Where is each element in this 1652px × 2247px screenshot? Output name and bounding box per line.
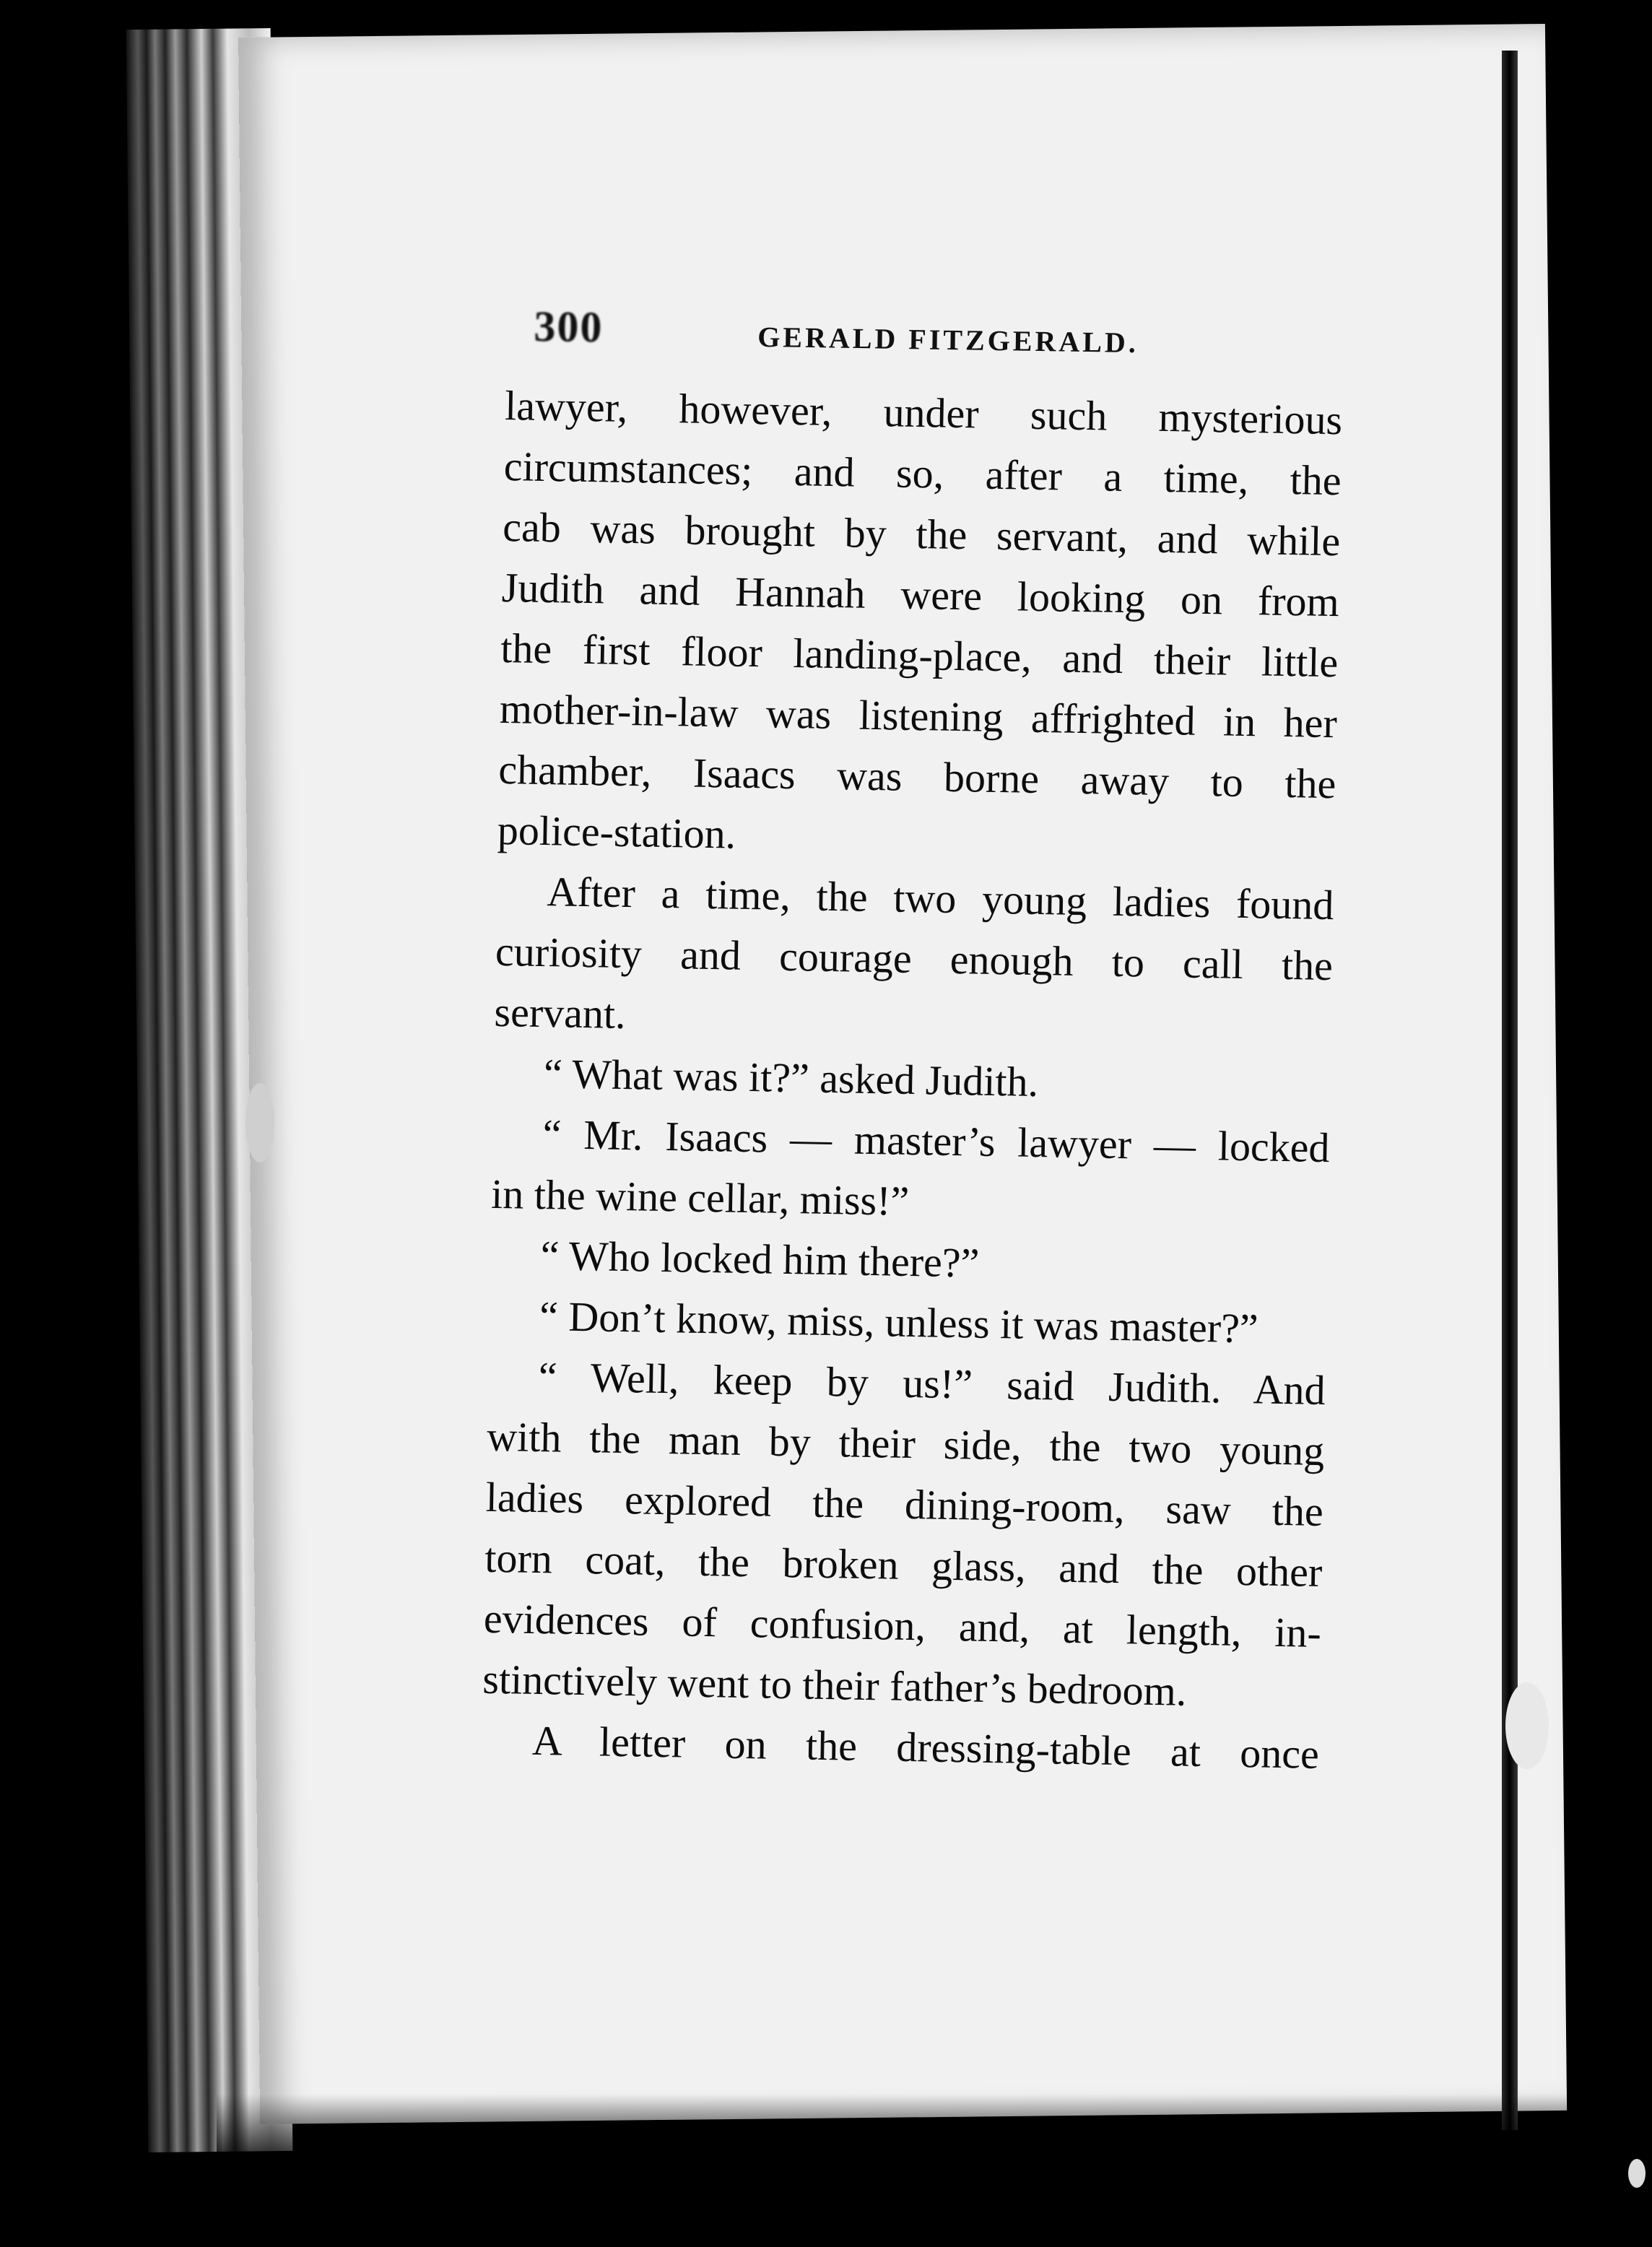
text-line: ladies explored the dining-room, saw the (485, 1473, 1324, 1536)
text-line: the first floor landing-place, and their little (500, 624, 1339, 687)
running-head: GERALD FITZGERALD. (757, 320, 1139, 360)
text-line: circumstances; and so, after a time, the (503, 442, 1342, 505)
scan-speck (1628, 2159, 1646, 2188)
text-line: “ Mr. Isaacs — master’s lawyer — locked (542, 1111, 1331, 1172)
text-line: servant. (494, 988, 627, 1038)
text-line: evidences of confusion, and, at length, in- (483, 1594, 1322, 1656)
text-line: Judith and Hannah were looking on from (501, 563, 1340, 626)
text-line: A letter on the dressing-table at once (531, 1716, 1320, 1778)
page-number: 300 (533, 302, 604, 352)
text-line: stinctively went to their father’s bedroom. (482, 1655, 1187, 1715)
body-text (481, 375, 1343, 1785)
text-line: After a time, the two young ladies found (546, 868, 1334, 929)
text-line: “ Well, keep by us!” said Judith. And (538, 1353, 1326, 1414)
text-line: with the man by their side, the two young (486, 1412, 1325, 1475)
text-line: chamber, Isaacs was borne away to the (497, 745, 1336, 808)
text-line: mother-in-law was listening affrighted in her (499, 684, 1338, 747)
text-line: “ What was it?” asked Judith. (543, 1050, 1039, 1106)
text-line: torn coat, the broken glass, and the other (484, 1534, 1323, 1596)
text-line: cab was brought by the servant, and while (502, 503, 1341, 565)
page-bottom-shadow (217, 2094, 1588, 2181)
scan-speck (245, 1083, 274, 1162)
text-line: police-station. (497, 806, 736, 858)
scan-speck (1505, 1682, 1549, 1769)
text-line: in the wine cellar, miss!” (490, 1170, 910, 1225)
text-line: curiosity and courage enough to call the (495, 927, 1334, 990)
text-line: lawyer, however, under such mysterious (504, 381, 1343, 444)
text-line: “ Don’t know, miss, unless it was master?” (539, 1292, 1259, 1352)
text-line: “ Who locked him there?” (540, 1232, 980, 1287)
